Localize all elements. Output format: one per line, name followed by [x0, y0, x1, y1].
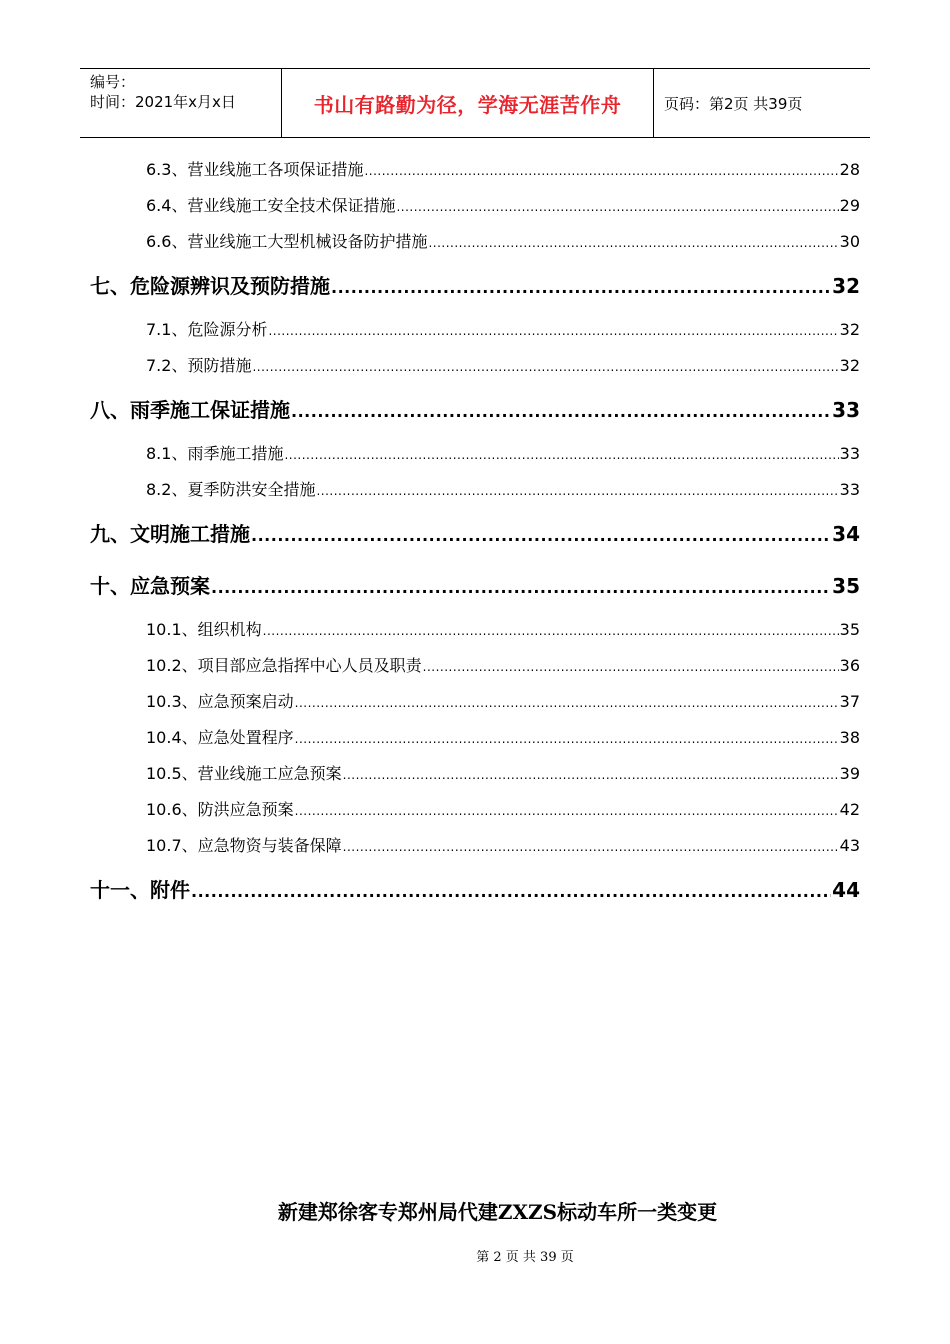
toc-entry-page: 32	[839, 356, 860, 375]
toc-section-entry[interactable]	[90, 224, 860, 260]
toc-entry-label: 十一、附件	[90, 878, 190, 902]
toc-chapter-entry[interactable]	[90, 508, 860, 560]
toc-entry-label: 7.1、危险源分析	[146, 320, 268, 339]
toc-leader-dots	[191, 866, 831, 918]
toc-leader-dots	[343, 757, 839, 793]
toc-leader-dots	[268, 313, 838, 349]
toc-leader-dots	[252, 349, 838, 385]
toc-chapter-entry[interactable]	[90, 560, 860, 612]
header-motto: 书山有路勤为径，学海无涯苦作舟	[282, 69, 654, 137]
toc-section-entry[interactable]	[90, 348, 860, 384]
toc-entry-label: 6.4、营业线施工安全技术保证措施	[146, 196, 396, 215]
toc-entry-label: 10.7、应急物资与装备保障	[146, 836, 342, 855]
toc-entry-page: 39	[839, 764, 860, 783]
toc-entry-page: 34	[832, 522, 860, 546]
toc-leader-dots	[295, 685, 839, 721]
toc-leader-dots	[295, 793, 839, 829]
toc-leader-dots	[211, 562, 831, 614]
toc-section-entry[interactable]	[90, 152, 860, 188]
toc-entry-label: 10.3、应急预案启动	[146, 692, 294, 711]
document-time-label: 时间：2021年x月x日	[90, 93, 236, 111]
toc-entry-label: 8.1、雨季施工措施	[146, 444, 284, 463]
toc-leader-dots	[284, 437, 838, 473]
toc-entry-label: 10.4、应急处置程序	[146, 728, 294, 747]
toc-entry-page: 35	[839, 620, 860, 639]
toc-entry-label: 6.6、营业线施工大型机械设备防护措施	[146, 232, 428, 251]
toc-entry-label: 8.2、夏季防洪安全措施	[146, 480, 316, 499]
toc-entry-page: 38	[839, 728, 860, 747]
toc-entry-label: 10.1、组织机构	[146, 620, 262, 639]
toc-entry-page: 37	[839, 692, 860, 711]
toc-leader-dots	[343, 829, 839, 865]
toc-entry-page: 33	[832, 398, 860, 422]
toc-entry-label: 7.2、预防措施	[146, 356, 252, 375]
toc-entry-page: 30	[839, 232, 860, 251]
table-of-contents	[90, 152, 860, 916]
toc-section-entry[interactable]	[90, 472, 860, 508]
toc-entry-page: 28	[839, 160, 860, 179]
footer-page-number: 第 2 页 共 39 页	[476, 1250, 574, 1265]
toc-leader-dots	[423, 649, 839, 685]
toc-section-entry[interactable]	[90, 756, 860, 792]
toc-section-entry[interactable]	[90, 720, 860, 756]
toc-section-entry[interactable]	[90, 312, 860, 348]
toc-chapter-entry[interactable]	[90, 864, 860, 916]
toc-section-entry[interactable]	[90, 648, 860, 684]
toc-entry-label: 6.3、营业线施工各项保证措施	[146, 160, 364, 179]
toc-entry-page: 32	[839, 320, 860, 339]
toc-section-entry[interactable]	[90, 188, 860, 224]
toc-entry-label: 十、应急预案	[90, 574, 210, 598]
header-meta	[80, 69, 282, 137]
toc-leader-dots	[263, 613, 839, 649]
footer-title: 新建郑徐客专郑州局代建ZXZS标动车所一类变更	[277, 1200, 718, 1224]
header-page-label: 页码：第2页 共39页	[664, 94, 803, 113]
toc-section-entry[interactable]	[90, 792, 860, 828]
toc-entry-label: 10.5、营业线施工应急预案	[146, 764, 342, 783]
toc-section-entry[interactable]	[90, 436, 860, 472]
toc-entry-page: 44	[832, 878, 860, 902]
toc-entry-page: 42	[839, 800, 860, 819]
toc-entry-label: 九、文明施工措施	[90, 522, 250, 546]
toc-entry-label: 10.6、防洪应急预案	[146, 800, 294, 819]
toc-leader-dots	[295, 721, 839, 757]
toc-section-entry[interactable]	[90, 612, 860, 648]
toc-entry-label: 八、雨季施工保证措施	[90, 398, 290, 422]
toc-entry-page: 36	[839, 656, 860, 675]
toc-leader-dots	[396, 189, 838, 225]
toc-leader-dots	[428, 225, 838, 261]
toc-section-entry[interactable]	[90, 828, 860, 864]
toc-section-entry[interactable]	[90, 684, 860, 720]
toc-entry-label: 七、危险源辨识及预防措施	[90, 274, 330, 298]
toc-entry-page: 32	[832, 274, 860, 298]
toc-entry-label: 10.2、项目部应急指挥中心人员及职责	[146, 656, 422, 675]
toc-chapter-entry[interactable]	[90, 384, 860, 436]
toc-chapter-entry[interactable]	[90, 260, 860, 312]
toc-leader-dots	[251, 510, 831, 562]
toc-leader-dots	[364, 153, 838, 189]
toc-leader-dots	[316, 473, 838, 509]
toc-entry-page: 29	[839, 196, 860, 215]
toc-entry-page: 35	[832, 574, 860, 598]
toc-entry-page: 33	[839, 444, 860, 463]
toc-leader-dots	[291, 386, 831, 438]
page-header	[80, 68, 870, 138]
toc-leader-dots	[331, 262, 831, 314]
toc-entry-page: 43	[839, 836, 860, 855]
document-number-label: 编号：	[90, 73, 136, 91]
toc-entry-page: 33	[839, 480, 860, 499]
